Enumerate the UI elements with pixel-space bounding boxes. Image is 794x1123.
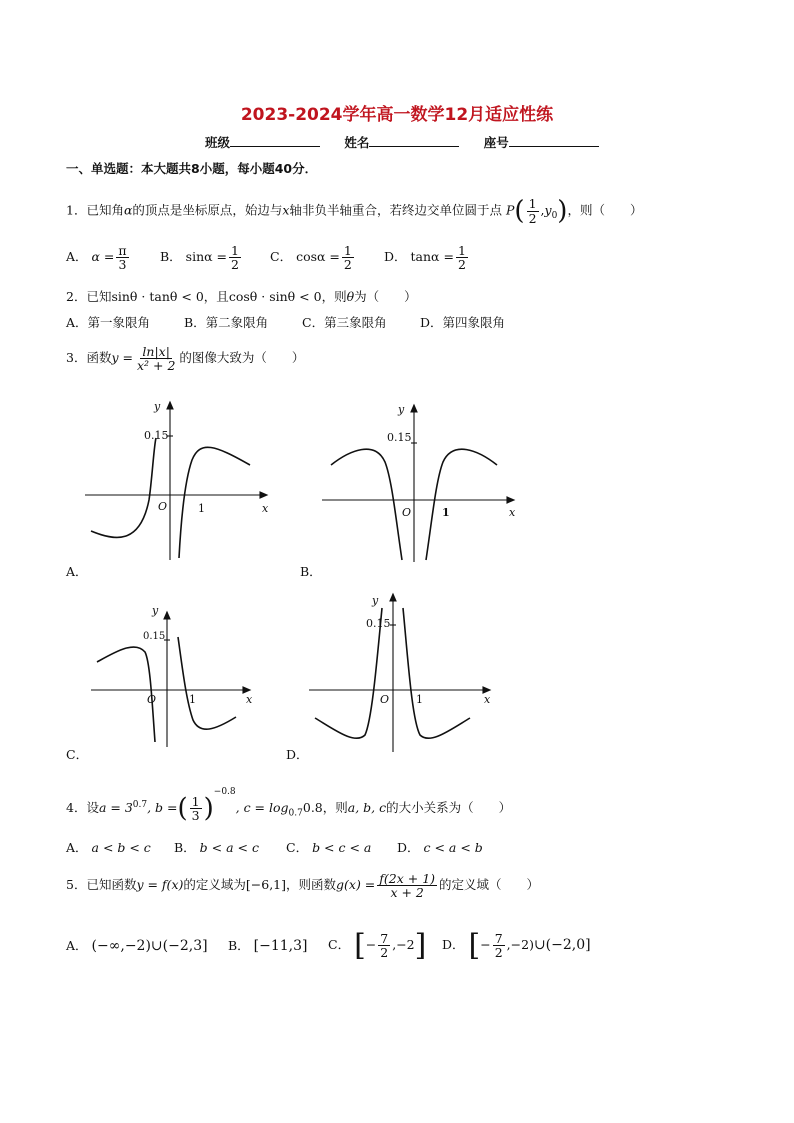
q2-option-d[interactable]: D．第四象限角 (420, 315, 506, 330)
graph-c-curve-right (178, 637, 236, 729)
q1-b-label: B． (160, 249, 182, 265)
q3-option-c[interactable]: C． (66, 747, 89, 762)
graph-a-curve-left (91, 438, 156, 537)
q5-option-b[interactable] (228, 936, 308, 954)
q5-text-a: 5．已知函数 (66, 877, 137, 893)
q5-d-den: 2 (494, 945, 503, 960)
q5-text-c: ，则函数 (286, 877, 337, 893)
question-1-stem: 1．已知角α的顶点是坐标原点，始边与x轴非负半轴重合，若终边交单位圆于点 P( $\frac{1}{2}$ $,y_0$)，则（ ） (66, 196, 643, 226)
q5-c-right-bracket: ] (414, 928, 427, 963)
q2-option-b[interactable]: B．第二象限角 (184, 315, 269, 330)
q4-c-val: 0.8 (302, 800, 323, 815)
graph-d[interactable] (309, 594, 490, 752)
q3-option-b[interactable]: B． (300, 564, 322, 579)
q1-a-lhs: α = (91, 249, 115, 265)
q4-b-num: 1 (191, 793, 200, 809)
q5-d-union: ∪(−2,0] (533, 937, 591, 953)
q4-option-d[interactable] (397, 838, 483, 856)
q5-b-label: B． (228, 938, 250, 953)
q4-c-sub: 0.7 (288, 808, 303, 819)
graph-d-y-value: 0.15 (366, 617, 391, 630)
q1-d-lhs: tanα = (410, 249, 454, 265)
q1-d-den: 2 (457, 257, 466, 273)
q1-c-label: C． (270, 249, 293, 265)
q4-text-b: ，则 (322, 800, 348, 815)
q1-left-paren: ( (514, 196, 525, 226)
q4-d-expr: c < a < b (423, 840, 483, 855)
q1-b-num: 1 (231, 243, 239, 258)
q2-text-c: ，则 (321, 289, 347, 304)
graph-a-y-value: 0.15 (144, 429, 169, 442)
q4-b-def: , b = (147, 800, 178, 815)
graph-a-y-label: y (154, 400, 161, 413)
graph-b-curve-right (426, 449, 497, 560)
q1-a-den: 3 (118, 257, 127, 273)
q5-text-b: 的定义域为 (183, 877, 246, 893)
graph-b-x-label: x (509, 506, 516, 519)
q5-text-d: 的定义域（ ） (439, 877, 540, 893)
q5-g-num: f(2x + 1) (379, 871, 436, 886)
q3-option-d[interactable]: D． (286, 747, 309, 762)
q5-d-num: 7 (494, 930, 503, 946)
graph-c-x-label: x (246, 693, 253, 706)
q4-abc: a, b, c (347, 800, 387, 815)
q4-b-label: B． (174, 840, 196, 855)
graph-b-origin: O (402, 506, 412, 519)
graph-d-y-arrow (390, 594, 396, 601)
question-5-stem (66, 872, 539, 899)
graph-a-y-arrow (167, 402, 173, 409)
graph-c-tick-one: 1 (189, 693, 196, 706)
q1-point-p: P (505, 202, 515, 218)
graph-b[interactable] (322, 405, 514, 562)
q5-c-frac (378, 932, 390, 959)
q4-b-left-paren: ( (177, 793, 188, 824)
graph-a-curve-right (179, 447, 250, 558)
q1-c-lhs: cosα = (296, 249, 340, 265)
q4-c-label: C． (286, 840, 309, 855)
page-title: 2023-2024学年高一数学12月适应性练 (240, 105, 554, 125)
q4-b-right-paren: ) (203, 793, 214, 824)
q1-text-c: 轴非负半轴重合，若终边交单位圆于点 (289, 202, 502, 218)
q4-b-expr: b < a < c (199, 840, 259, 855)
class-label: 班级 (205, 135, 231, 150)
q5-c-minus: − (365, 937, 377, 952)
q1-alpha: α (123, 202, 133, 218)
q1-d-label: D． (384, 249, 407, 265)
q4-a-def: a = 3 (98, 800, 133, 815)
graph-d-y-label: y (372, 594, 379, 607)
question-4-options (66, 838, 506, 856)
q2-expr2: cosθ · sinθ < 0 (228, 289, 322, 304)
graph-d-origin: O (380, 693, 390, 706)
q1-d-num: 1 (457, 243, 466, 258)
section-heading: 一、单选题：本大题共8小题，每小题40分． (66, 161, 318, 176)
q5-d-label: D． (442, 937, 465, 952)
q5-g-fraction (377, 872, 437, 899)
graph-b-y-value: 0.15 (387, 431, 412, 444)
graph-b-y-label: y (398, 403, 405, 416)
graph-c-origin: O (147, 693, 157, 706)
q1-right-paren: ) (557, 196, 568, 226)
q5-option-d[interactable] (442, 928, 591, 963)
graph-a-x-arrow (260, 492, 267, 498)
q2-option-a[interactable]: A．第一象限角 (66, 315, 151, 330)
q2-expr1: sinθ · tanθ < 0 (111, 289, 204, 304)
graph-a[interactable] (85, 402, 267, 560)
q3-den: x² + 2 (136, 358, 176, 374)
q4-a-expr: a < b < c (91, 840, 151, 855)
question-4-stem (66, 787, 511, 824)
q4-b-den: 3 (191, 808, 200, 823)
q5-b-expr: [−11,3] (253, 938, 308, 954)
q5-d-minus: − (480, 937, 491, 952)
name-label: 姓名 (344, 135, 370, 150)
graph-d-x-label: x (484, 693, 491, 706)
graph-c[interactable] (91, 612, 250, 747)
graph-c-y-arrow (164, 612, 170, 619)
q4-text-c: 的大小关系为（ ） (386, 800, 512, 815)
graph-a-tick-one: 1 (198, 502, 205, 515)
q5-a-label: A． (66, 938, 88, 953)
graph-a-origin: O (158, 500, 168, 513)
q1-b-lhs: sinα = (185, 249, 228, 265)
q4-c-expr: b < c < a (312, 840, 372, 855)
q5-f-def: y = f(x) (136, 877, 184, 893)
graph-b-y-arrow (411, 405, 417, 412)
q4-option-c[interactable] (286, 838, 371, 856)
q5-g-lhs: g(x) = (336, 877, 376, 893)
q4-option-b[interactable] (174, 838, 259, 856)
question-5-options (66, 928, 626, 972)
graph-a-x-label: x (262, 502, 269, 515)
graph-b-tick-one: 1 (442, 506, 450, 519)
q5-c-label: C． (328, 937, 351, 952)
q4-text-a: 4．设 (66, 800, 99, 815)
graph-d-tick-one: 1 (416, 693, 423, 706)
q1-a-label: A． (66, 249, 88, 265)
q5-g-den: x + 2 (390, 885, 424, 901)
q5-option-a[interactable] (66, 936, 208, 954)
graph-c-y-label: y (152, 604, 159, 617)
q5-c-tail: ,−2 (392, 937, 415, 952)
graph-c-y-value: 0.15 (143, 631, 166, 642)
q5-d-frac (493, 932, 505, 959)
q1-text-a: 1．已知角 (66, 202, 124, 218)
q1-c-den: 2 (343, 257, 352, 273)
q4-a-exp: 0.7 (132, 799, 148, 810)
graph-b-x-arrow (507, 497, 514, 503)
q1-b-den: 2 (231, 257, 239, 273)
q2-text-a: 2．已知 (66, 289, 112, 304)
q1-y0-sub: 0 (551, 211, 558, 221)
q4-a-label: A． (66, 840, 88, 855)
q1-text-b: 的顶点是坐标原点，始边与 (132, 202, 283, 218)
q5-c-left-bracket: [ (354, 928, 366, 963)
q4-b-fraction (190, 795, 202, 822)
q5-c-num: 7 (380, 930, 389, 946)
q3-option-a[interactable]: A． (66, 564, 88, 579)
q2-text-d: 为（ ） (354, 289, 417, 304)
q1-y0: y (544, 202, 552, 218)
q3-text-b: 的图像大致为（ ） (179, 350, 305, 366)
q5-domain: [−6,1] (245, 877, 286, 893)
graph-d-curve-right (403, 608, 470, 738)
seat-label: 座号 (483, 135, 509, 150)
graph-b-curve-left (331, 449, 402, 560)
q4-c-def: , c = log (235, 800, 289, 815)
q1-x: x (282, 202, 290, 218)
q1-c-num: 1 (343, 243, 352, 258)
q4-b-exp: −0.8 (213, 787, 236, 797)
q5-d-tail: ,−2) (506, 937, 534, 952)
q1-text-d: ，则（ ） (567, 202, 643, 218)
q2-text-b: ，且 (203, 289, 229, 304)
q3-lhs: y = (111, 350, 133, 366)
q1-frac-den: 2 (528, 210, 537, 226)
q4-d-label: D． (397, 840, 420, 855)
q2-option-c[interactable]: C．第三象限角 (302, 315, 387, 330)
q3-text-a: 3．函数 (66, 350, 112, 366)
q5-d-left-bracket: [ (468, 928, 481, 963)
q1-a-num: π (118, 243, 127, 258)
q3-num: ln|x| (142, 344, 170, 359)
q5-a-expr: (−∞,−2)∪(−2,3] (91, 938, 208, 954)
q5-option-c[interactable] (328, 928, 426, 963)
q5-c-den: 2 (380, 945, 389, 960)
q1-frac-num: 1 (528, 196, 537, 212)
q4-option-a[interactable] (66, 838, 151, 856)
q2-theta: θ (346, 289, 355, 304)
